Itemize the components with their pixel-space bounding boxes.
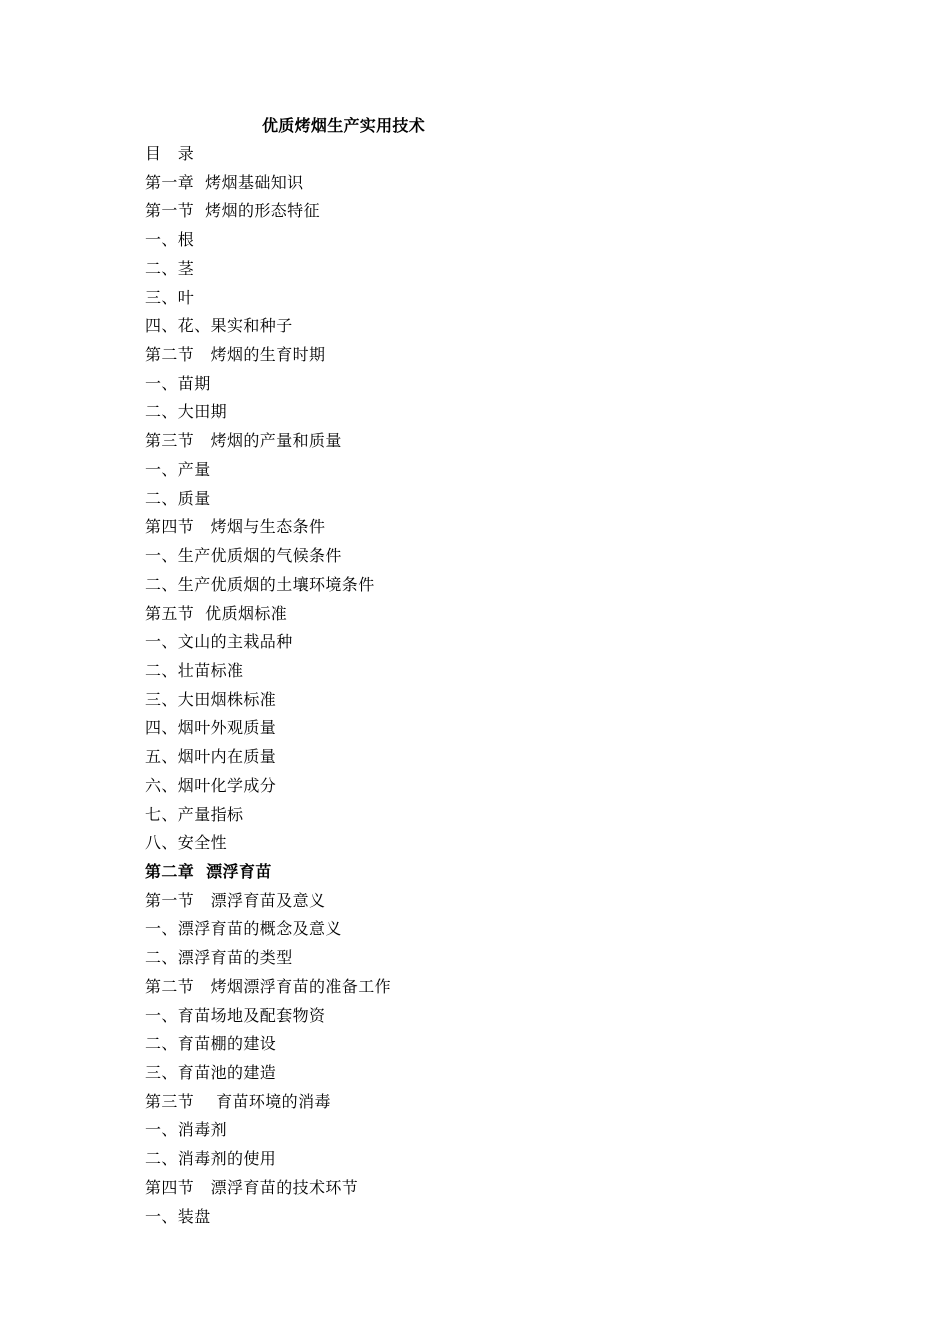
toc-item: 第二章 漂浮育苗 (145, 861, 272, 881)
toc-item: 一、产量 (145, 459, 211, 479)
document-title: 优质烤烟生产实用技术 (262, 116, 426, 135)
toc-item: 二、消毒剂的使用 (145, 1149, 277, 1169)
toc-item: 三、叶 (145, 287, 195, 307)
toc-item: 二、漂浮育苗的类型 (145, 948, 293, 968)
toc-item: 二、育苗棚的建设 (145, 1034, 277, 1054)
toc-item: 七、产量指标 (145, 804, 244, 824)
toc-item: 五、烟叶内在质量 (145, 747, 277, 767)
toc-item: 一、育苗场地及配套物资 (145, 1005, 326, 1025)
toc-item: 一、苗期 (145, 373, 211, 393)
toc-item: 第一节 漂浮育苗及意义 (145, 890, 326, 910)
toc-item: 二、质量 (145, 488, 211, 508)
toc-item: 第四节 漂浮育苗的技术环节 (145, 1177, 359, 1197)
toc-item: 一、根 (145, 230, 195, 250)
toc-item: 四、烟叶外观质量 (145, 718, 277, 738)
toc-item: 三、大田烟株标准 (145, 689, 277, 709)
toc-item: 三、育苗池的建造 (145, 1063, 277, 1082)
toc-item: 二、壮苗标准 (145, 660, 244, 680)
toc-item: 一、生产优质烟的气候条件 (145, 546, 342, 566)
toc-item: 一、漂浮育苗的概念及意义 (145, 919, 342, 939)
toc-item: 六、烟叶化学成分 (145, 775, 277, 795)
toc-item: 八、安全性 (145, 833, 228, 853)
toc-item: 二、大田期 (145, 402, 228, 422)
toc-item: 第二节 烤烟漂浮育苗的准备工作 (145, 976, 392, 996)
toc-item: 二、生产优质烟的土壤环境条件 (145, 574, 375, 594)
toc-item: 第一章 烤烟基础知识 (145, 172, 304, 192)
toc-item: 一、装盘 (145, 1206, 211, 1226)
toc-item: 第三节 育苗环境的消毒 (145, 1091, 331, 1111)
toc-item: 一、文山的主栽品种 (145, 632, 293, 652)
toc-item: 第三节 烤烟的产量和质量 (145, 431, 342, 451)
table-of-contents (145, 143, 391, 1234)
toc-item: 第一节 烤烟的形态特征 (145, 201, 320, 221)
toc-item: 一、消毒剂 (145, 1120, 228, 1140)
toc-item: 第四节 烤烟与生态条件 (145, 517, 326, 537)
toc-item: 目 录 (145, 144, 195, 163)
toc-item: 第五节 优质烟标准 (145, 603, 288, 623)
toc-item: 二、茎 (145, 258, 195, 278)
toc-item: 第二节 烤烟的生育时期 (145, 345, 326, 365)
toc-item: 四、花、果实和种子 (145, 316, 293, 336)
